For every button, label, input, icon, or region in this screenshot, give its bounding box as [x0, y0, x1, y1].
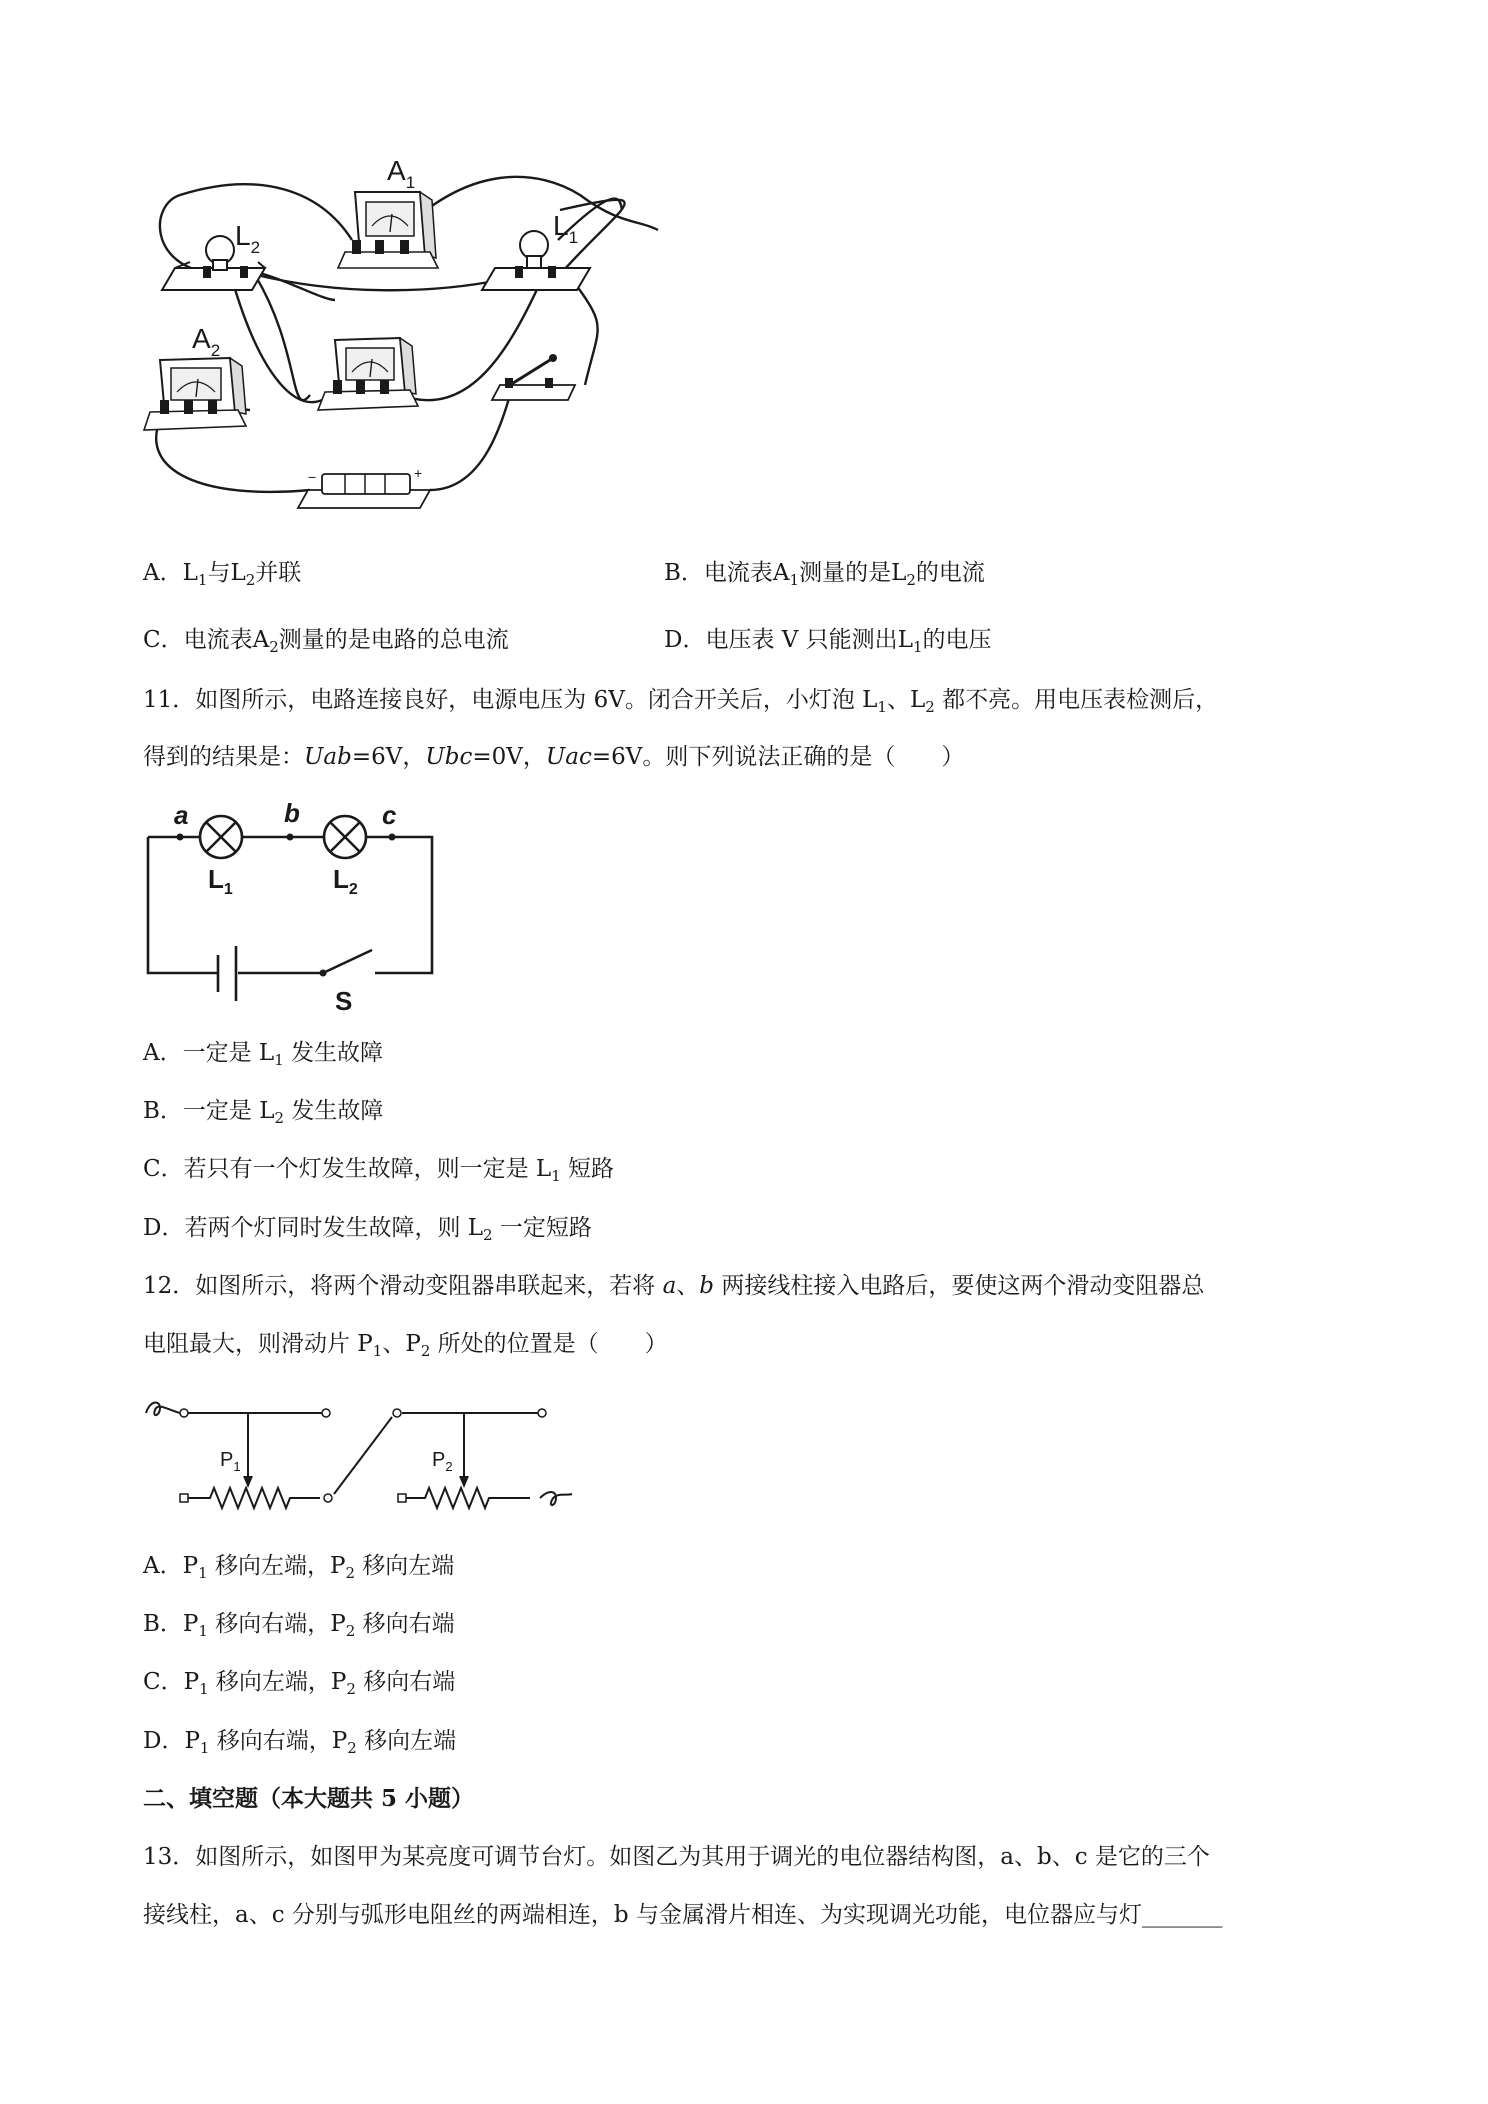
slider-p2-label: P — [432, 1449, 446, 1471]
q12-option-d[interactable]: D．$P_1$ 移向右端，$P_2$ 移向左端 — [143, 1728, 457, 1757]
slider-p2-sub: 2 — [445, 1459, 453, 1474]
node-c: c — [382, 800, 397, 830]
q12-option-c[interactable]: C．$P_1$ 移向左端，$P_2$ 移向右端 — [143, 1669, 456, 1698]
q11-stem-line2: 得到的结果是：Uab=6V，Ubc=0V，Uac=6V。则下列说法正确的是（ ） — [143, 744, 965, 770]
lamp-l2-sub: 2 — [348, 881, 358, 898]
q11-option-a[interactable]: A．一定是 $L_1$ 发生故障 — [143, 1040, 384, 1069]
label-a2-sub: 2 — [210, 341, 221, 360]
label-a2: A — [192, 323, 211, 354]
node-a: a — [174, 800, 189, 830]
q10-option-a[interactable]: A．$L_1$与$L_2$并联 — [143, 560, 302, 589]
slider-p1-label: P — [220, 1449, 234, 1471]
label-a1-sub: 1 — [405, 173, 416, 192]
q13-stem-line2: 接线柱，a、c 分别与弧形电阻丝的两端相连，b 与金属滑片相连、为实现调光功能，电位器应与灯_______ — [143, 1902, 1223, 1928]
q13-stem-line1: 13．如图所示，如图甲为某亮度可调节台灯。如图乙为其用于调光的电位器结构图，a、b、c 是它的三个 — [143, 1844, 1210, 1870]
section-heading: 二、填空题（本大题共 5 小题） — [143, 1785, 475, 1812]
q10-option-d[interactable]: D．电压表 V 只能测出$L_1$的电压 — [664, 627, 992, 656]
q12-option-a[interactable]: A．$P_1$ 移向左端，$P_2$ 移向左端 — [143, 1553, 455, 1582]
switch-s-label: S — [335, 986, 353, 1016]
label-l2-sub: 2 — [250, 238, 261, 257]
q11-option-b[interactable]: B．一定是 $L_2$ 发生故障 — [143, 1098, 384, 1127]
label-l2: L — [235, 220, 251, 251]
label-a1: A — [387, 155, 406, 186]
svg-text:P2 — [432, 1449, 453, 1474]
node-b: b — [284, 798, 300, 828]
label-l1: L — [553, 210, 569, 241]
q11-option-d[interactable]: D．若两个灯同时发生故障，则 $L_2$ 一定短路 — [143, 1215, 592, 1244]
slider-p1-sub: 1 — [233, 1459, 241, 1474]
svg-text:P1 — [220, 1449, 241, 1474]
svg-text:+: + — [414, 465, 423, 481]
q12-option-b[interactable]: B．$P_1$ 移向右端，$P_2$ 移向右端 — [143, 1611, 455, 1640]
q11-stem-line1: 11．如图所示，电路连接良好，电源电压为 6V。闭合开关后，小灯泡 $L_1$、$L_2$ 都不亮。用电压表检测后， — [143, 687, 1219, 716]
q12-stem-line2: 电阻最大，则滑动片 $P_1$、$P_2$ 所处的位置是（ ） — [143, 1331, 668, 1360]
lamp-l2-label: L — [333, 864, 349, 894]
q11-option-c[interactable]: C．若只有一个灯发生故障，则一定是 $L_1$ 短路 — [143, 1156, 615, 1185]
q12-stem-line1: 12．如图所示，将两个滑动变阻器串联起来，若将 a、b 两接线柱接入电路后，要使这两个滑动变阻器总 — [143, 1273, 1205, 1299]
q10-option-b[interactable]: B．电流表$A_1$测量的是$L_2$的电流 — [664, 560, 985, 589]
q10-option-c[interactable]: C．电流表$A_2$测量的是电路的总电流 — [143, 627, 509, 656]
label-l1-sub: 1 — [568, 228, 579, 247]
lamp-l1-label: L — [208, 864, 224, 894]
lamp-l1-sub: 1 — [223, 881, 233, 898]
svg-text:−: − — [308, 469, 317, 485]
